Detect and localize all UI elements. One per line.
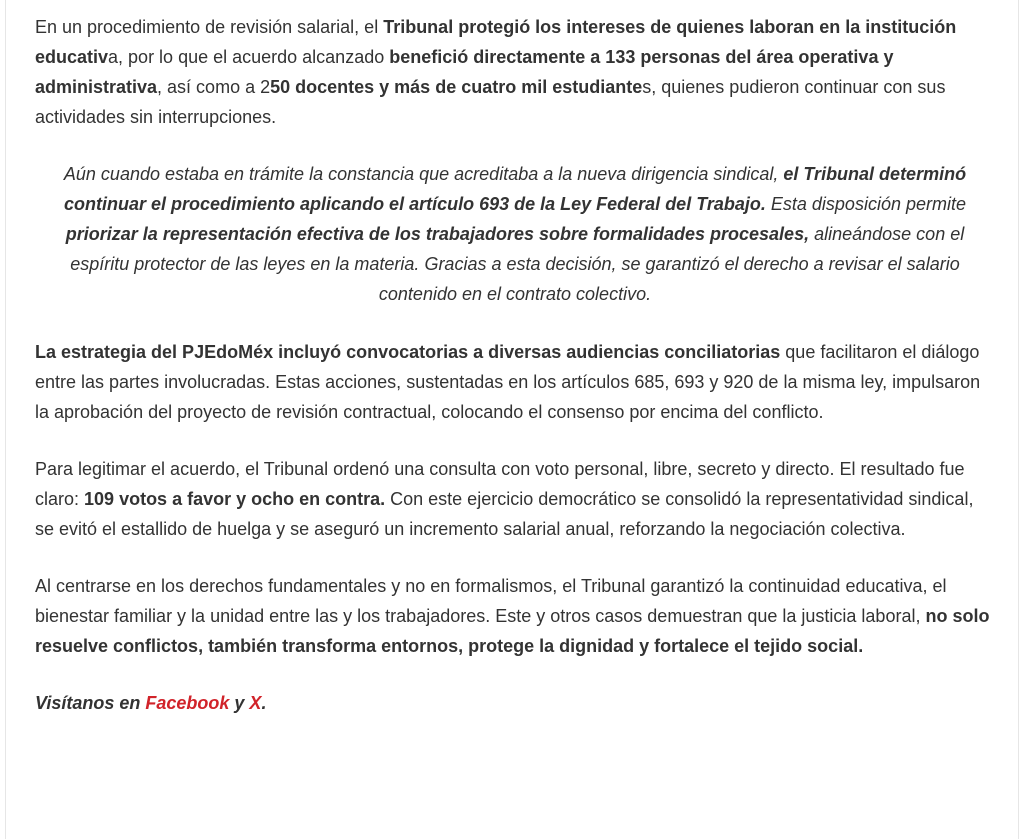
- bold-article-693: el Tribunal determinó continuar el procedimiento aplicando el artículo 693 de la Ley Federal del Trabajo.: [64, 164, 967, 214]
- x-link[interactable]: X: [249, 693, 262, 713]
- facebook-link[interactable]: Facebook: [145, 693, 230, 713]
- blockquote-article-693: Aún cuando estaba en trámite la constancia que acreditaba a la nueva dirigencia sindical, el Tribunal determinó continuar el procedimiento aplicando el artículo 693 de la Ley Federal del Trabajo. Esta disposición permite priorizar la representación efectiva de los trabajadores sobre formalidades procesales, alineándose con el espíritu protector de las leyes en la materia. Gracias a esta decisión, se garantizó el derecho a revisar el salario contenido en el contrato colectivo.: [63, 164, 967, 304]
- bold-labor-justice: no solo resuelve conflictos, también transforma entornos, protege la dignidad y fortalece el tejido social.: [35, 606, 990, 656]
- social-links: Visítanos en Facebook y X.: [35, 693, 267, 713]
- article-body: [35, 12, 995, 745]
- paragraph-conclusion: Al centrarse en los derechos fundamentales y no en formalismos, el Tribunal garantizó la continuidad educativa, el bienestar familiar y la unidad entre las y los trabajadores. Este y otros casos demuestran que la justicia laboral, no solo resuelve conflictos, también transforma entornos, protege la dignidad y fortalece el tejido social.: [35, 576, 990, 656]
- paragraph-strategy: La estrategia del PJEdoMéx incluyó convocatorias a diversas audiencias conciliatorias que facilitaron el diálogo entre las partes involucradas. Estas acciones, sustentadas en los artículos 685, 693 y 920 de la misma ley, impulsaron la aprobación del proyecto de revisión contractual, colocando el consenso por encima del conflicto.: [35, 342, 981, 422]
- article-container: [5, 0, 1019, 839]
- paragraph-vote: Para legitimar el acuerdo, el Tribunal ordenó una consulta con voto personal, libre, secreto y directo. El resultado fue claro: 109 votos a favor y ocho en contra. Con este ejercicio democrático se consolidó la representatividad sindical, se evitó el estallido de huelga y se aseguró un incremento salarial anual, reforzando la negociación colectiva.: [35, 459, 974, 539]
- bold-tribunal-protected: Tribunal protegió los intereses de quienes laboran en la institución educativ: [35, 17, 957, 67]
- bold-prioritize-representation: priorizar la representación efectiva de los trabajadores sobre formalidades procesales,: [65, 224, 810, 244]
- bold-vote-result: 109 votos a favor y ocho en contra.: [84, 489, 386, 509]
- bold-teachers-students: 50 docentes y más de cuatro mil estudiante: [270, 77, 643, 97]
- paragraph-salary-review: En un procedimiento de revisión salarial, el Tribunal protegió los intereses de quienes laboran en la institución educativa, por lo que el acuerdo alcanzado benefició directamente a 133 personas del área operativa y administrativa, así como a 250 docentes y más de cuatro mil estudiantes, quienes pudieron continuar con sus actividades sin interrupciones.: [35, 17, 957, 127]
- bold-benefited-133: benefició directamente a 133 personas del área operativa y administrativa: [35, 47, 894, 97]
- bold-strategy: La estrategia del PJEdoMéx incluyó convocatorias a diversas audiencias conciliatorias: [35, 342, 781, 362]
